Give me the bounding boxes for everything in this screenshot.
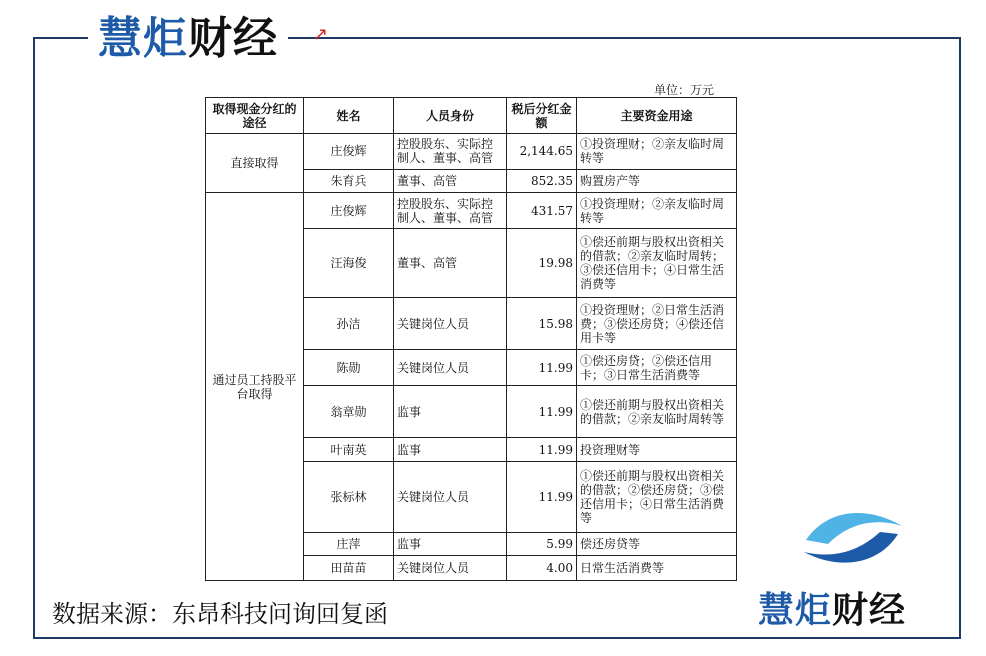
brand-name-blue: 慧炬 <box>98 13 188 64</box>
usage-cell: 购置房产等 <box>577 169 737 193</box>
identity-cell: 控股股东、实际控制人、董事、高管 <box>394 134 507 170</box>
amount-cell: 5.99 <box>507 532 577 556</box>
amount-cell: 11.99 <box>507 462 577 533</box>
name-cell: 庄俊辉 <box>304 134 394 170</box>
table-row <box>206 193 737 229</box>
usage-cell: ①投资理财；②亲友临时周转等 <box>577 134 737 170</box>
usage-cell: ①投资理财；②日常生活消费；③偿还房贷；④偿还信用卡等 <box>577 298 737 350</box>
identity-cell: 关键岗位人员 <box>394 462 507 533</box>
identity-cell: 关键岗位人员 <box>394 298 507 350</box>
data-source-caption: 数据来源：东昂科技问询回复函 <box>52 600 388 628</box>
amount-cell: 2,144.65 <box>507 134 577 170</box>
amount-cell: 852.35 <box>507 169 577 193</box>
sparkline-icon: ↗ <box>313 24 329 45</box>
unit-note: 单位：万元 <box>654 83 715 97</box>
brand-logo-top <box>88 6 329 64</box>
name-cell: 庄俊辉 <box>304 193 394 229</box>
identity-cell: 监事 <box>394 532 507 556</box>
identity-cell: 控股股东、实际控制人、董事、高管 <box>394 193 507 229</box>
usage-cell: ①偿还前期与股权出资相关的借款；②亲友临时周转等 <box>577 386 737 438</box>
usage-cell: ①偿还前期与股权出资相关的借款；②亲友临时周转；③偿还信用卡；④日常生活消费等 <box>577 229 737 298</box>
name-cell: 汪海俊 <box>304 229 394 298</box>
brand-name-black: 财经 <box>188 13 278 64</box>
route-cell: 通过员工持股平台取得 <box>206 193 304 581</box>
brand-name-black: 财经 <box>832 590 907 631</box>
identity-cell: 董事、高管 <box>394 169 507 193</box>
amount-cell: 11.99 <box>507 386 577 438</box>
dividend-table <box>205 97 737 581</box>
name-cell: 陈勋 <box>304 350 394 386</box>
name-cell: 叶南英 <box>304 438 394 462</box>
usage-cell: 偿还房贷等 <box>577 532 737 556</box>
name-cell: 田苗苗 <box>304 556 394 581</box>
table-header-row <box>206 98 737 134</box>
identity-cell: 关键岗位人员 <box>394 556 507 581</box>
usage-cell: ①偿还前期与股权出资相关的借款；②偿还房贷；③偿还信用卡；④日常生活消费等 <box>577 462 737 533</box>
amount-cell: 19.98 <box>507 229 577 298</box>
name-cell: 孙洁 <box>304 298 394 350</box>
brand-name-blue: 慧炬 <box>758 590 833 631</box>
amount-cell: 4.00 <box>507 556 577 581</box>
header-route: 取得现金分红的途径 <box>206 98 304 134</box>
amount-cell: 15.98 <box>507 298 577 350</box>
route-cell: 直接取得 <box>206 134 304 193</box>
header-usage: 主要资金用途 <box>577 98 737 134</box>
usage-cell: ①投资理财；②亲友临时周转等 <box>577 193 737 229</box>
name-cell: 翁章勋 <box>304 386 394 438</box>
amount-cell: 11.99 <box>507 438 577 462</box>
identity-cell: 董事、高管 <box>394 229 507 298</box>
identity-cell: 监事 <box>394 438 507 462</box>
header-identity: 人员身份 <box>394 98 507 134</box>
usage-cell: ①偿还房贷；②偿还信用卡；③日常生活消费等 <box>577 350 737 386</box>
usage-cell: 日常生活消费等 <box>577 556 737 581</box>
amount-cell: 431.57 <box>507 193 577 229</box>
brand-logo-bottom <box>758 582 906 633</box>
name-cell: 张标林 <box>304 462 394 533</box>
header-name: 姓名 <box>304 98 394 134</box>
brand-emblem-icon <box>798 504 908 574</box>
table-row <box>206 134 737 170</box>
amount-cell: 11.99 <box>507 350 577 386</box>
name-cell: 朱育兵 <box>304 169 394 193</box>
identity-cell: 监事 <box>394 386 507 438</box>
header-amount: 税后分红金额 <box>507 98 577 134</box>
identity-cell: 关键岗位人员 <box>394 350 507 386</box>
usage-cell: 投资理财等 <box>577 438 737 462</box>
name-cell: 庄萍 <box>304 532 394 556</box>
